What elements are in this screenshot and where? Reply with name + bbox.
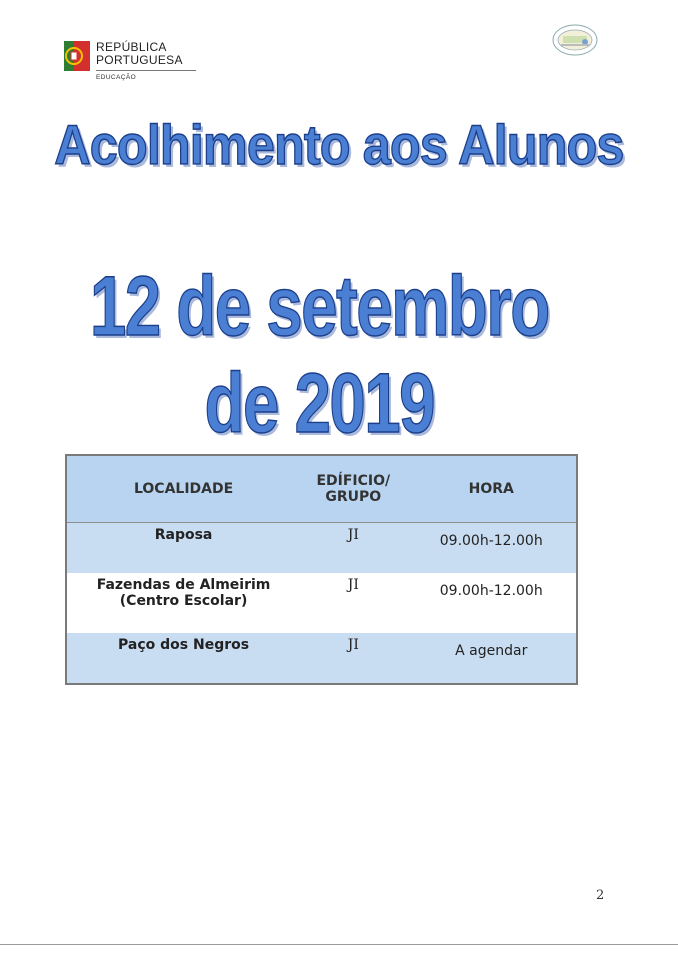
cell-localidade: [66, 573, 300, 633]
cell-localidade: Paço dos Negros: [66, 633, 300, 684]
header-localidade: LOCALIDADE: [66, 455, 300, 523]
cell-localidade-line2: (Centro Escolar): [119, 593, 248, 609]
cell-localidade: Raposa: [66, 523, 300, 574]
logo-text-portuguesa: PORTUGUESA: [96, 53, 183, 67]
cell-edificio: JI: [300, 573, 406, 633]
logo-text-educacao: EDUCAÇÃO: [96, 74, 137, 81]
cell-hora-pending: A agendar: [406, 633, 577, 684]
cell-hora: 09.00h-12.00h: [406, 573, 577, 633]
page-number: 2: [596, 888, 605, 903]
cell-edificio: JI: [300, 633, 406, 684]
table-row: [66, 633, 577, 684]
logo-text-republica: REPÚBLICA: [96, 40, 167, 54]
school-logo-icon: [551, 22, 599, 58]
schedule-table: [65, 454, 578, 685]
event-date: 12 de setembro de 2019: [89, 259, 549, 450]
header-edificio-line1: EDÍFICIO/: [316, 473, 391, 489]
logo-divider: [96, 70, 196, 71]
portugal-emblem-icon: [64, 41, 90, 71]
cell-edificio: JI: [300, 523, 406, 574]
table-header-row: [66, 455, 577, 523]
cell-localidade-line1: Fazendas de Almeirim: [96, 577, 271, 593]
page-title: Acolhimento aos Alunos: [54, 113, 624, 176]
footer-divider: [0, 944, 678, 945]
header-edificio: [300, 455, 406, 523]
header-edificio-line2: GRUPO: [325, 489, 382, 505]
table-row: [66, 523, 577, 574]
header-hora: HORA: [406, 455, 577, 523]
cell-hora: 09.00h-12.00h: [406, 523, 577, 574]
republica-portuguesa-logo: [64, 38, 204, 88]
table-row: [66, 573, 577, 633]
